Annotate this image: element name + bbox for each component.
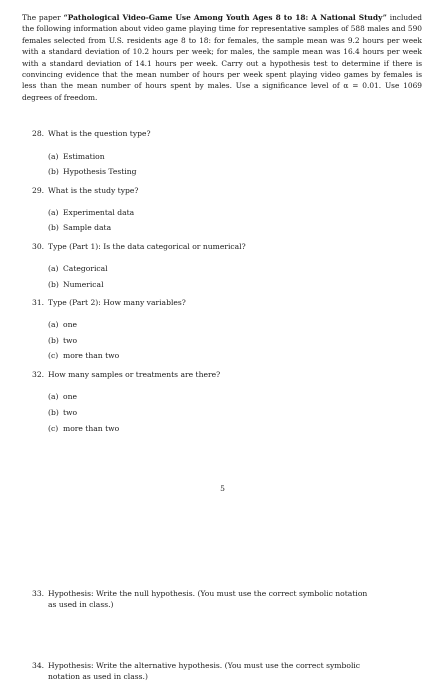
question-34 [32,660,410,682]
question-text: What is the study type? [48,186,139,195]
question-33 [32,588,410,610]
question-31-option-c [48,350,119,361]
question-30-option-b [48,279,104,290]
option-text: Sample data [63,223,112,232]
page-number: 5 [220,484,225,493]
question-32-option-b [48,407,77,418]
question-text: How many samples or treatments are there? [48,370,221,379]
question-31-option-a [48,319,77,330]
question-text-line-2: notation as used in class.) [48,672,148,682]
option-label: (b) [48,223,59,232]
option-label: (b) [48,408,59,417]
question-30-option-a [48,263,108,274]
question-number: 33. [32,589,45,598]
option-text: more than two [63,351,120,360]
option-text: Experimental data [63,208,135,217]
question-text-line-2: as used in class.) [48,600,114,610]
question-number: 34. [32,661,45,670]
option-label: (a) [48,208,59,217]
question-text: Type (Part 1): Is the data categorical or numerical? [48,242,246,251]
question-28 [32,128,422,139]
option-text: one [63,392,77,401]
question-29-option-a [48,207,134,218]
question-29 [32,185,422,196]
option-label: (c) [48,351,59,360]
option-text: one [63,320,77,329]
option-label: (b) [48,280,59,289]
question-31-option-b [48,335,77,346]
question-text: What is the question type? [48,129,151,138]
question-28-option-b [48,166,137,177]
paper-title: “Pathological Video-Game Use Among Youth Ages 8 to 18: A National Study” [63,13,387,22]
question-number: 29. [32,186,45,195]
problem-statement [22,12,422,103]
question-29-option-b [48,222,111,233]
option-label: (c) [48,424,59,433]
question-number: 30. [32,242,45,251]
question-30 [32,241,422,252]
option-label: (a) [48,152,59,161]
option-label: (b) [48,336,59,345]
option-text: Numerical [63,280,104,289]
question-number: 32. [32,370,45,379]
option-text: more than two [63,424,120,433]
question-text-line-1: Hypothesis: Write the alternative hypothesis. (You must use the correct symbolic [48,661,361,670]
option-label: (a) [48,392,59,401]
question-text: Type (Part 2): How many variables? [48,298,186,307]
option-text: Categorical [63,264,108,273]
question-number: 28. [32,129,45,138]
option-text: two [63,336,78,345]
option-label: (a) [48,320,59,329]
option-text: two [63,408,78,417]
question-32 [32,369,422,380]
question-31 [32,297,422,308]
option-label: (b) [48,167,59,176]
question-number: 31. [32,298,45,307]
intro-body-text: included the following information about video game playing time for representative samples of 588 males and 590 females selected from U.S. residents age 8 to 18: for females, the sample mean was 9.2 hours per week with a standard deviation of 10.2 hours per week; for males, the sample mean was 16.4 hours per week with a standard deviation of 14.1 hours per week. Carry out a hypothesis test to determine if there is convincing evidence that the mean number of hours per week spent playing video games by females is less than the mean number of hours spent by males. Use a significance level of α = 0.01. Use 1069 degrees of freedom. [22,13,422,102]
intro-lead-text: The paper [22,13,64,22]
question-28-option-a [48,151,105,162]
question-text-line-1: Hypothesis: Write the null hypothesis. (You must use the correct symbolic notation [48,589,368,598]
option-text: Hypothesis Testing [63,167,137,176]
option-label: (a) [48,264,59,273]
question-32-option-a [48,391,77,402]
option-text: Estimation [63,152,105,161]
question-32-option-c [48,423,119,434]
